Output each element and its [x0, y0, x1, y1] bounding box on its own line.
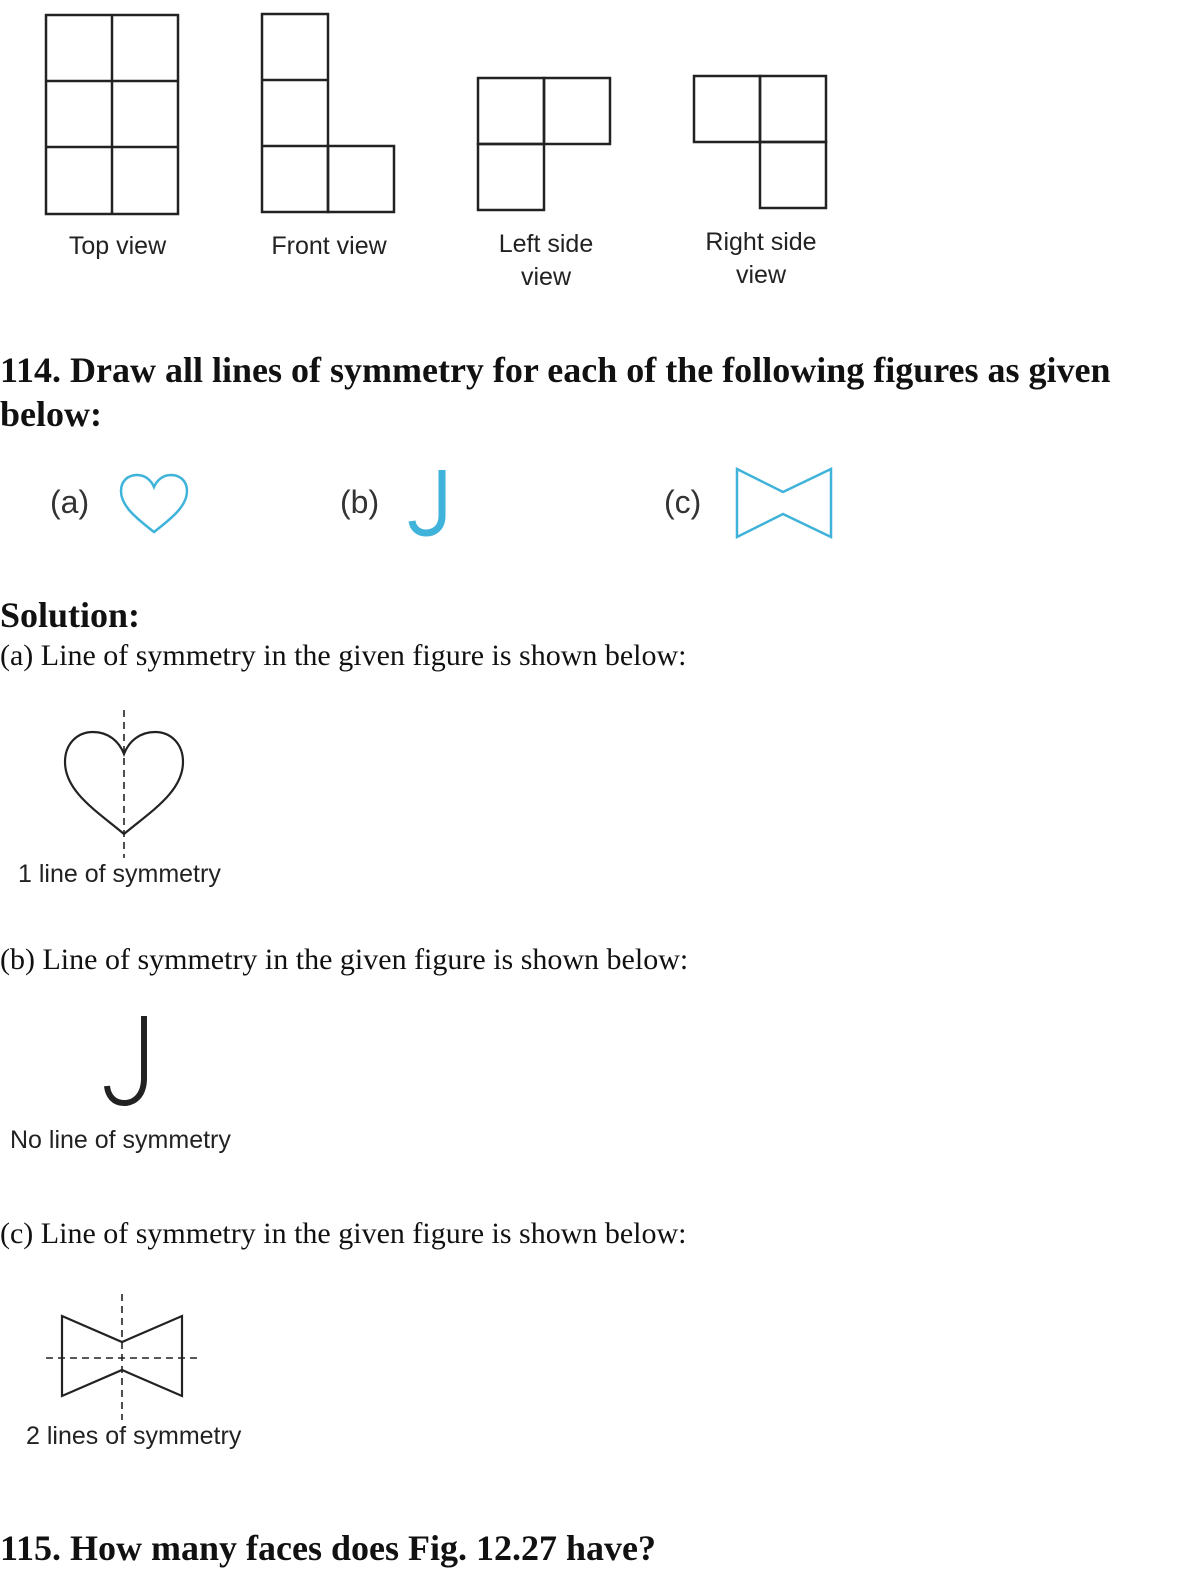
- option-b-label: (b): [340, 484, 380, 520]
- bowtie-icon: [732, 464, 836, 542]
- top-view-label: Top view: [68, 232, 167, 260]
- solution-part-c: (c) Line of symmetry in the given figure is shown below:: [0, 1217, 687, 1250]
- solution-part-a: (a) Line of symmetry in the given figure is shown below:: [0, 639, 687, 672]
- front-view-label: Front view: [271, 232, 387, 260]
- letter-j-icon: [406, 466, 456, 538]
- solution-heading: Solution:: [0, 595, 141, 635]
- top-view-figure: [40, 10, 190, 220]
- letter-j-figure: [100, 1012, 156, 1108]
- option-a-label: (a): [50, 484, 90, 520]
- caption-c: 2 lines of symmetry: [26, 1422, 242, 1450]
- left-side-view-label: Left side view: [498, 230, 594, 291]
- right-side-view-figure: [688, 70, 833, 215]
- option-c-label: (c): [664, 484, 702, 520]
- question-115: 115. How many faces does Fig. 12.27 have?: [0, 1528, 656, 1568]
- bowtie-symmetry-figure: [44, 1292, 204, 1422]
- front-view-figure: [256, 8, 401, 218]
- caption-a: 1 line of symmetry: [18, 860, 221, 888]
- caption-b: No line of symmetry: [10, 1126, 231, 1154]
- heart-symmetry-figure: [58, 708, 190, 860]
- heart-icon: [116, 470, 192, 536]
- solution-part-b: (b) Line of symmetry in the given figure is shown below:: [0, 943, 689, 976]
- right-side-view-label: Right side view: [705, 228, 817, 289]
- left-side-view-figure: [472, 72, 617, 217]
- question-114: 114. Draw all lines of symmetry for each of the following figures as given below:: [0, 350, 1111, 434]
